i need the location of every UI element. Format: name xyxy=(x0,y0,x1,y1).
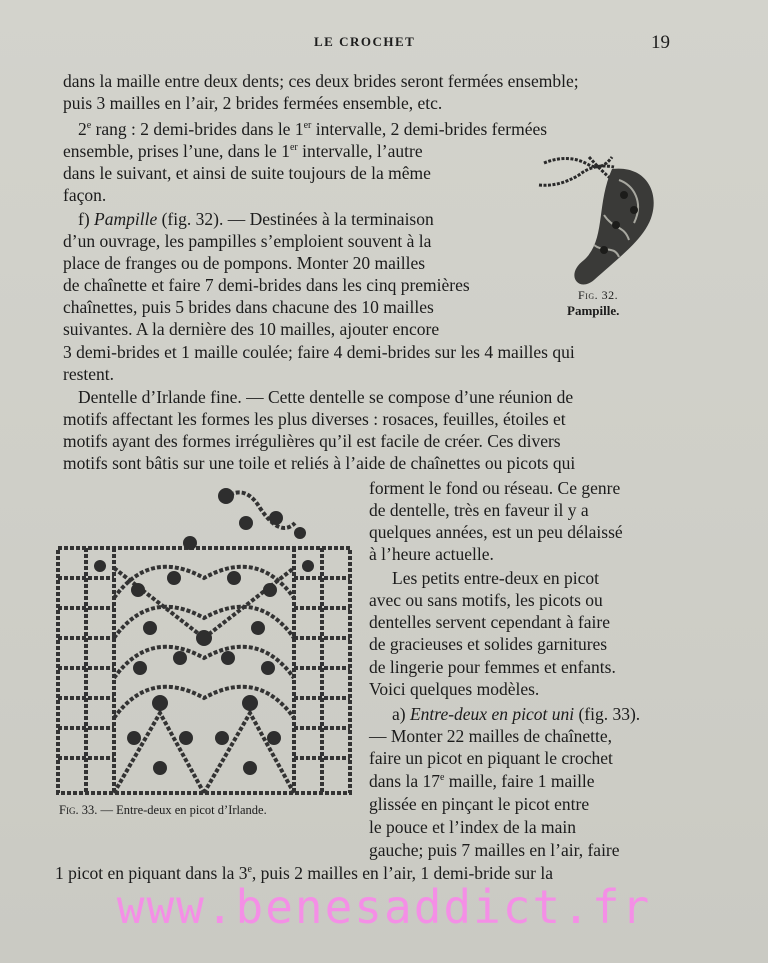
paragraph-line: restent. xyxy=(63,364,115,384)
paragraph-line: dans la maille entre deux dents; ces deux brides seront fermées ensemble; xyxy=(63,71,579,91)
paragraph-line: chaînettes, puis 5 brides dans chacune des 10 mailles xyxy=(63,297,434,317)
tassel-illustration xyxy=(534,145,684,295)
paragraph-line: à l’heure actuelle. xyxy=(369,544,494,564)
paragraph-line: dans la 17e maille, faire 1 maille xyxy=(369,771,595,791)
paragraph-line: Les petits entre-deux en picot xyxy=(392,568,600,588)
paragraph-line: gauche; puis 7 mailles en l’air, faire xyxy=(369,840,620,860)
paragraph-line: dentelles servent cependant à faire xyxy=(369,612,610,632)
paragraph-line: 2e rang : 2 demi-brides dans le 1er intervalle, 2 demi-brides fermées xyxy=(78,119,548,139)
paragraph-line: Voici quelques modèles. xyxy=(369,679,540,699)
paragraph-line: avec ou sans motifs, les picots ou xyxy=(369,590,603,610)
paragraph-line: motifs affectant les formes les plus diverses : rosaces, feuilles, étoiles et xyxy=(63,409,566,429)
paragraph-line: de gracieuses et solides garnitures xyxy=(369,634,608,654)
paragraph-line: 1 picot en piquant dans la 3e, puis 2 mailles en l’air, 1 demi-bride sur la xyxy=(55,863,554,883)
paragraph-line: motifs sont bâtis sur une toile et reliés à l’aide de chaînettes ou picots qui xyxy=(63,453,576,473)
watermark: www.benesaddict.fr xyxy=(116,880,652,934)
paragraph-line: façon. xyxy=(63,185,107,205)
figure-32-number: Fig. 32. xyxy=(578,288,619,302)
figure-33-caption: Fig. 33. — Entre-deux en picot d’Irlande. xyxy=(59,803,267,817)
paragraph-line: glissée en pinçant le picot entre xyxy=(369,794,590,814)
section-heading-pampille: f) Pampille (fig. 32). — Destinées à la terminaison xyxy=(78,209,434,229)
paragraph-line: faire un picot en piquant le crochet xyxy=(369,748,613,768)
paragraph-line: ensemble, prises l’une, dans le 1er intervalle, l’autre xyxy=(63,141,423,161)
irish-lace-illustration xyxy=(50,478,360,808)
paragraph-line: suivantes. A la dernière des 10 mailles, ajouter encore xyxy=(63,319,440,339)
figure-32-title: Pampille. xyxy=(567,303,620,318)
section-heading-entre-deux: a) Entre-deux en picot uni (fig. 33). xyxy=(392,704,641,724)
paragraph-line: 3 demi-brides et 1 maille coulée; faire 4 demi-brides sur les 4 mailles qui xyxy=(63,342,575,362)
paragraph-line: de lingerie pour femmes et enfants. xyxy=(369,657,616,677)
paragraph-line: d’un ouvrage, les pampilles s’emploient souvent à la xyxy=(63,231,432,251)
paragraph-line: puis 3 mailles en l’air, 2 brides fermées ensemble, etc. xyxy=(63,93,443,113)
paragraph-line: le pouce et l’index de la main xyxy=(369,817,577,837)
paragraph-line: — Monter 22 mailles de chaînette, xyxy=(369,726,612,746)
section-heading-dentelle: Dentelle d’Irlande fine. — Cette dentelle se compose d’une réunion de xyxy=(78,387,574,407)
paragraph-line: forment le fond ou réseau. Ce genre xyxy=(369,478,621,498)
paragraph-line: dans le suivant, et ainsi de suite toujours de la même xyxy=(63,163,431,183)
page-number: 19 xyxy=(651,32,670,53)
paragraph-line: de chaînette et faire 7 demi-brides dans les cinq premières xyxy=(63,275,470,295)
paragraph-line: motifs ayant des formes irrégulières qu’il est facile de créer. Ces divers xyxy=(63,431,561,451)
paragraph-line: place de franges ou de pompons. Monter 20 mailles xyxy=(63,253,426,273)
paragraph-line: quelques années, est un peu délaissé xyxy=(369,522,623,542)
page-header xyxy=(0,30,768,54)
paragraph-line: de dentelle, très en faveur il y a xyxy=(369,500,589,520)
running-title: LE CROCHET xyxy=(314,34,416,49)
